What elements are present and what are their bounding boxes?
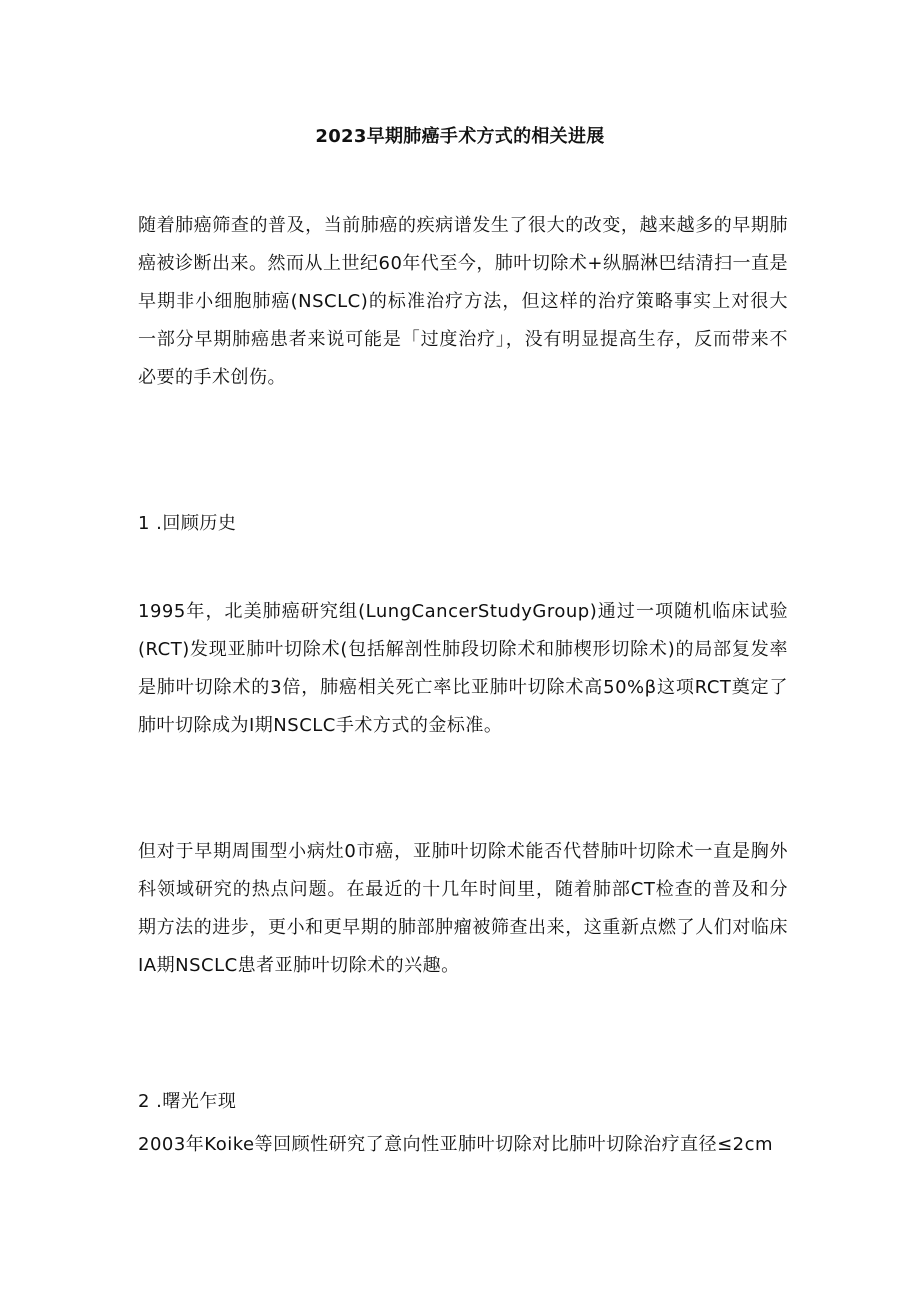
section-1-paragraph-2: 但对于早期周围型小病灶0市癌，亚肺叶切除术能否代替肺叶切除术一直是胸外科领域研究的热点问题。在最近的十几年时间里，随着肺部CT检查的普及和分期方法的进步，更小和更早期的肺部肿瘤被筛查出来，这重新点燃了人们对临床IA期NSCLC患者亚肺叶切除术的兴趣。: [138, 841, 788, 976]
section-1-paragraph-1: 1995年，北美肺癌研究组(LungCancerStudyGroup)通过一项随机临床试验(RCT)发现亚肺叶切除术(包括解剖性肺段切除术和肺楔形切除术)的局部复发率是肺叶切除术的3倍，肺癌相关死亡率比亚肺叶切除术高50%β这项RCT奠定了肺叶切除成为I期NSCLC手术方式的金标准。: [138, 601, 788, 736]
section-1-heading: 1 .回顾历史: [138, 513, 237, 534]
document-title: 2023早期肺癌手术方式的相关进展: [315, 126, 605, 147]
intro-paragraph: 随着肺癌筛查的普及，当前肺癌的疾病谱发生了很大的改变，越来越多的早期肺癌被诊断出来。然而从上世纪60年代至今，肺叶切除术+纵膈淋巴结清扫一直是早期非小细胞肺癌(NSCLC)的标准治疗方法，但这样的治疗策略事实上对很大一部分早期肺癌患者来说可能是「过度治疗」，没有明显提高生存，反而带来不必要的手术创伤。: [138, 215, 788, 388]
section-2-heading: 2 .曙光乍现: [138, 1091, 237, 1112]
section-2-paragraph-1: 2003年Koike等回顾性研究了意向性亚肺叶切除对比肺叶切除治疗直径≤2cm: [138, 1134, 774, 1155]
